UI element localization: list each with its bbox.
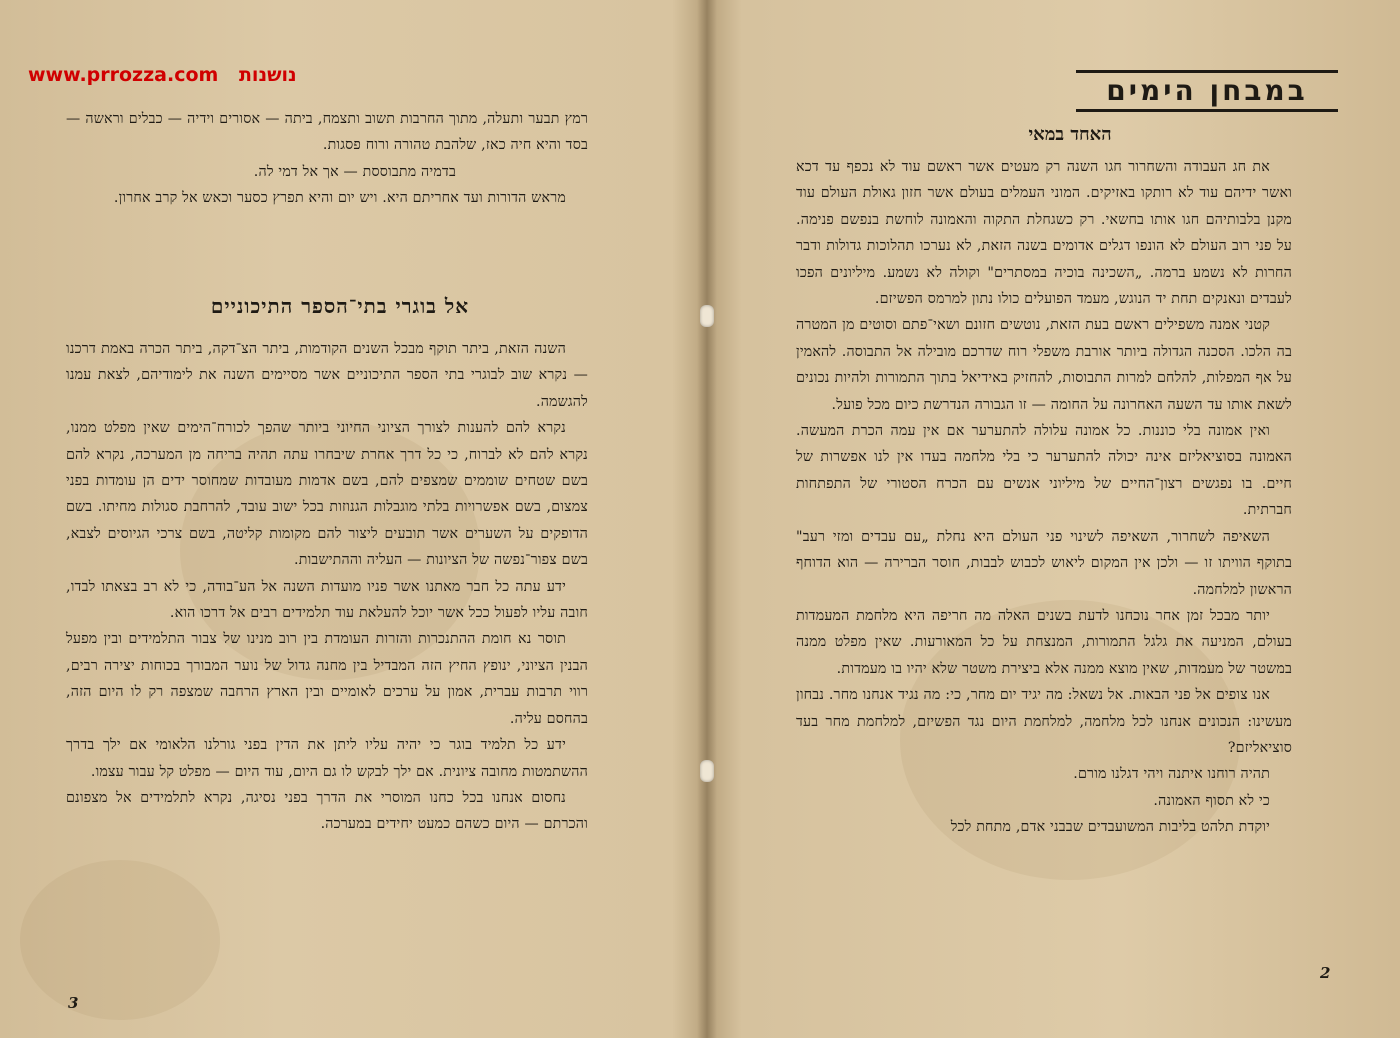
closing-line-3: יוקדת תלהט בליבות המשועבדים שבבני אדם, מתחת לכל: [950, 819, 1270, 836]
right-paragraph-2: קטני אמנה משפילים ראשם בעת הזאת, נוטשים חזונם ושאי־פתם וסוטים מן המטרה בה הלכו. הסכנה הגדולה ביותר אורבת משפלי רוח שדרכם מובילה אל התבוסה. להאמין על אף המפלות, להלחם למרות התבוסות, להחזיק באידיאל בתוך התמורות ולהיות נכונים לשאת אותו עד השעה האחרונה על החומה — זו הגבורה הנדרשת כיום מכל פועל.: [796, 317, 1292, 413]
intro-paragraph-3: מראש הדורות ועד אחריתם היא. ויש יום והיא תפרץ כסער וכאש אל קרב אחרון.: [113, 190, 566, 207]
watermark: [28, 64, 297, 86]
left-paragraph-2: נקרא להם להענות לצורך הציוני החיוני ביותר שהפך לכורח־הימים שאין מפלט ממנו, נקרא להם לא לברוח, כי כל דרך אחרת שיבחרו עתה תהיה בריחה מן המערכה, נקרא להם בשם שטחים שוממים שמצפים להם, בשם אדמות מעובדות שמחוסר ידים הן עומדות בפני צמצום, בשם אפשרויות בלתי מוגבלות הגנוזות בכל ישוב עובד, להרחבת סגולות מחיתו. בשם הדופקים על השערים אשר תובעים ליצור להם מקומות קליטה, בשם צרכי הגיוסים לצבא, בשם צפור־נפשה של הציונות — העליה וההתישבות.: [66, 420, 588, 569]
section-title: אל בוגרי בתי־הספר התיכוניים: [210, 294, 470, 318]
book-gutter: [697, 0, 717, 1038]
closing-line-1: תהיה רוחנו איתנה ויהי דגלנו מורם.: [1073, 766, 1270, 783]
staple-bottom: [700, 760, 714, 782]
right-page-body: [796, 154, 1292, 841]
page-number-right: 2: [1320, 964, 1331, 982]
masthead-title: במבחן הימים: [1076, 70, 1338, 112]
watermark-site[interactable]: www.prrozza.com: [28, 64, 219, 86]
left-page-body: [66, 336, 588, 838]
left-paragraph-6: נחסום אנחנו בכל כחנו המוסרי את הדרך בפני נסיגה, נקרא לתלמידים אל מצפונם והכרתם — היום כשהם כמעט יחידים במערכה.: [66, 789, 588, 833]
right-paragraph-5: יותר מבכל זמן אחר נוכחנו לדעת בשנים האלה מה חריפה היא מלחמת המעמדות בעולם, המניעה את גלגל התמורות, המנצחת על כל המאורעות. שאין מפלט ממנה במשטר של מעמדות, שאין מוצא ממנה אלא ביצירת משטר שלא יהיו בו מעמדות.: [796, 607, 1292, 677]
left-paragraph-4: תוסר נא חומת ההתנכרות והזרות העומדת בין רוב מנינו של צבור התלמידים ובין מפעל הבנין הציוני, ינופץ החיץ הזה המבדיל בין מחנה גדול של נוער המבורך בכוחות יצירה רבים, רווי תרבות עברית, אמון על ערכים לאומיים ובין הארץ הרחבה שמצפה רק לו היום הזה, בהחסם עליה.: [66, 631, 588, 727]
right-paragraph-4: השאיפה לשחרור, השאיפה לשינוי פני העולם היא נחלת „עם עבדים ומזי רעב" בתוקף הוויתו זו — ולכן אין המקום ליאוש לכבוש לבבות, חוסר הברירה — הוא הדוחף הראשון למלחמה.: [796, 528, 1292, 598]
left-paragraph-3: ידע עתה כל חבר מאתנו אשר פניו מועדות השנה אל הע־בודה, כי לא רב בצאתו לבדו, חובה עליו לפעול ככל אשר יוכל להעלאת עוד תלמידים רבים אל דרכו הוא.: [66, 578, 588, 622]
right-paragraph-3: ואין אמונה בלי כוננות. כל אמונה עלולה להתערער אם אין עמה הכרת המעשה. האמונה בסוציאליזם אינה יכולה להתערער כי בלי מלחמה בעדו אין לנו אפשרות של חיים. בו נפגשים רצון־החיים של מיליוני אנשים עם הכרח הסטורי של התפתחות חברתית.: [796, 423, 1292, 519]
watermark-label: נושנות: [238, 64, 297, 86]
left-paragraph-1: השנה הזאת, ביתר תוקף מבכל השנים הקודמות, ביתר הצ־דקה, ביתר הכרה באמת דרכנו — נקרא שוב לבוגרי בתי הספר התיכוניים אשר מסיימים השנה את לימודיהם, לצאת עמנו להגשמה.: [66, 341, 588, 410]
right-paragraph-6: אנו צופים אל פני הבאות. אל נשאל: מה יגיד יום מחר, כי: מה נגיד אנחנו מחר. נבחון מעשינו: הנכונים אנחנו לכל מלחמה, למלחמת היום נגד הפשיזם, למלחמת מחר בעד סוציאליזם?: [796, 687, 1292, 756]
left-page-intro: [66, 106, 588, 212]
intro-paragraph-1: רמץ תבער ותעלה, מתוך החרבות תשוב ותצמח, ביתה — אסורים וידיה — כבלים וראשה — בסד והיא חיה כאז, שלהבת טהורה ורוח פסגות.: [66, 111, 588, 154]
intro-paragraph-2: בדמיה מתבוססת — אך אל דמי לה.: [253, 163, 456, 180]
page-number-left: 3: [68, 994, 79, 1012]
closing-line-2: כי לא תסוף האמונה.: [1153, 792, 1270, 809]
paper-stain: [20, 860, 220, 1020]
left-paragraph-5: ידע כל תלמיד בוגר כי יהיה עליו ליתן את הדין בפני גורלנו הלאומי אם ילך בדרך ההשתמטות מחובה ציונית. אם ילך לבקש לו גם היום, עוד היום — מפלט קל עבור עצמו.: [66, 737, 588, 780]
article-subhead: האחד במאי: [1028, 124, 1112, 145]
staple-top: [700, 305, 714, 327]
right-paragraph-1: את חג העבודה והשחרור חגו השנה רק מעטים אשר ראשם עוד לא נכפף עד דכא ואשר ידיהם עוד לא רותקו באזיקים. המוני העמלים בעולם אשר חזון גאולת העולם עוד מקנן בלבותיהם חגו אותו בחשאי. רק כשגחלת התקוה והאמונה לוחשת בנפשם פנימה. על פני רוב העולם לא הונפו דגלים אדומים בשנה הזאת, לא נערכו תהלוכות גדולות ודבר החרות לא נשמע ברמה. „השכינה בוכיה במסתרים" וקולה לא נשמע. מיליונים הפכו לעבדים ונאנקים תחת יד הנוגש, מעמד הפועלים כולו נתון למרמס הפשיזם.: [796, 159, 1292, 308]
